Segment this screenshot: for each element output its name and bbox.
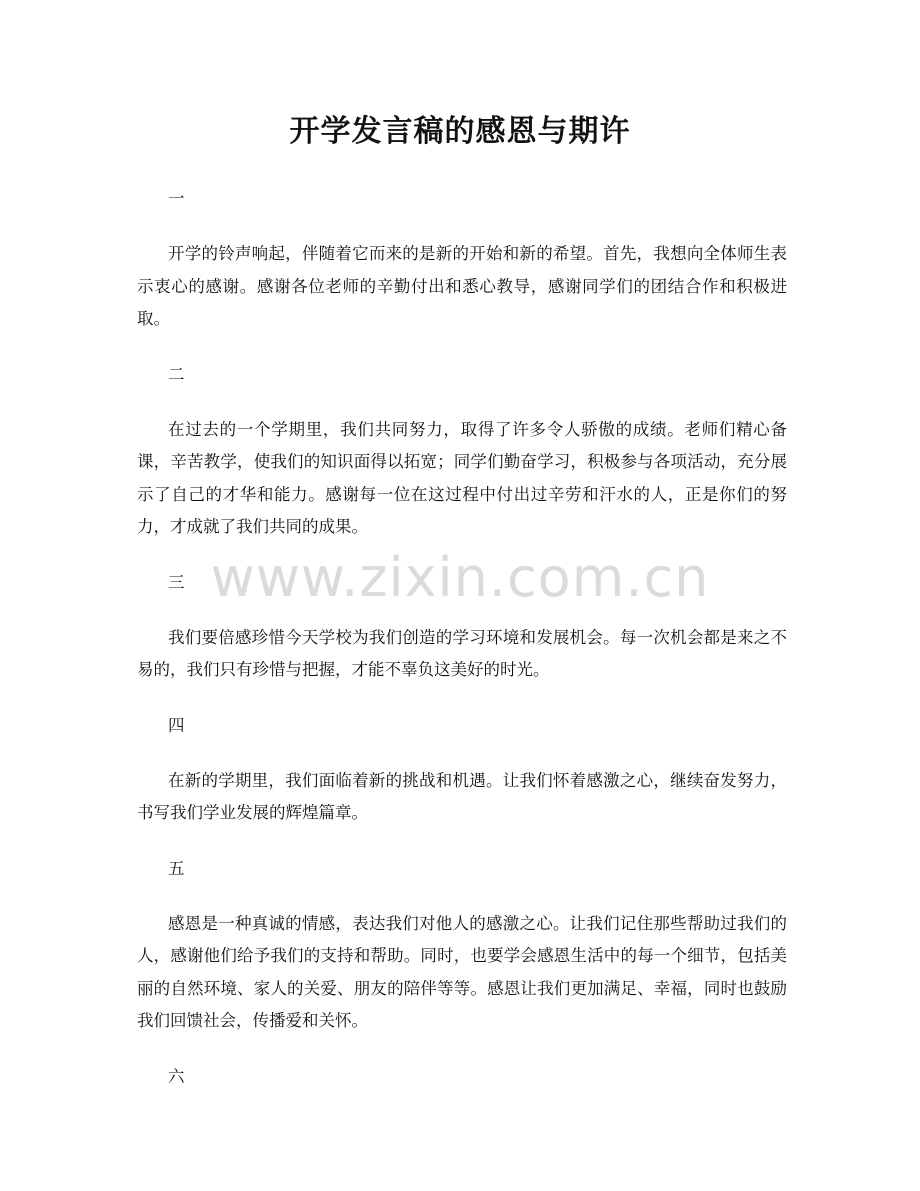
section-heading-6: 六 (168, 1066, 185, 1086)
watermark: www.zixin.com.cn (210, 546, 710, 609)
document-body (137, 183, 787, 1093)
section-paragraph-5: 感恩是一种真诚的情感，表达我们对他人的感激之心。让我们记住那些帮助过我们的人，感谢他们给予我们的支持和帮助。同时，也要学会感恩生活中的每一个细节，包括美丽的自然环境、家人的关爱、朋友的陪伴等等。感恩让我们更加满足、幸福，同时也鼓励我们回馈社会，传播爱和关怀。 (137, 913, 787, 1030)
section-paragraph-2: 在过去的一个学期里，我们共同努力，取得了许多令人骄傲的成绩。老师们精心备课，辛苦教学，使我们的知识面得以拓宽；同学们勤奋学习，积极参与各项活动，充分展示了自己的才华和能力。感谢每一位在这过程中付出过辛劳和汗水的人，正是你们的努力，才成就了我们共同的成果。 (137, 419, 787, 536)
section-heading-4: 四 (168, 715, 185, 735)
section-heading-2: 二 (168, 364, 185, 384)
document-title: 开学发言稿的感恩与期许 (289, 114, 631, 149)
section-paragraph-1: 开学的铃声响起，伴随着它而来的是新的开始和新的希望。首先，我想向全体师生表示衷心的感谢。感谢各位老师的辛勤付出和悉心教导，感谢同学们的团结合作和积极进取。 (137, 244, 787, 328)
section-heading-3: 三 (168, 572, 185, 592)
section-paragraph-3: 我们要倍感珍惜今天学校为我们创造的学习环境和发展机会。每一次机会都是来之不易的，我们只有珍惜与把握，才能不辜负这美好的时光。 (137, 627, 787, 679)
section-paragraph-4: 在新的学期里，我们面临着新的挑战和机遇。让我们怀着感激之心，继续奋发努力，书写我们学业发展的辉煌篇章。 (137, 770, 787, 822)
section-heading-1: 一 (168, 189, 185, 208)
section-heading-5: 五 (168, 858, 185, 878)
